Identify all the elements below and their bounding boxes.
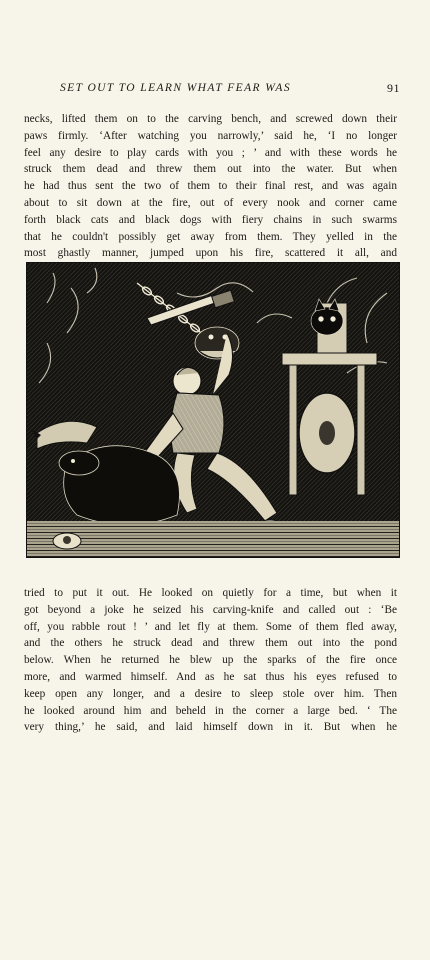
- text-line: he had thus sent the two of them to their final rest, and was again: [24, 180, 397, 193]
- text-line: more, and warmed himself. And as he sat thus his eyes refused to: [24, 670, 397, 683]
- text-line: keep open any longer, and a desire to sleep stole over him. Then: [24, 687, 397, 700]
- text-line: paws firmly. ‘After watching you narrowly,’ said he, ‘I no longer: [24, 129, 397, 142]
- text-line: below. When he returned he blew up the sparks of the fire once: [24, 654, 397, 667]
- running-head: [60, 82, 400, 98]
- text-line: got beyond a joke he seized his carving-knife and called out : ‘Be: [24, 603, 397, 616]
- text-line: struck them dead and threw them out into the water. But when: [24, 163, 397, 176]
- page-number: 91: [387, 81, 400, 95]
- text-line: feel any desire to play cards with you ; ’ and with these words he: [24, 146, 397, 159]
- text-line: that he couldn't possibly get away from them. They yelled in the: [24, 230, 397, 243]
- chapter-title: SET OUT TO LEARN WHAT FEAR WAS: [60, 82, 291, 94]
- text-line: necks, lifted them on to the carving bench, and screwed down their: [24, 113, 397, 125]
- text-line: off, you rabble rout ! ’ and let fly at them. Some of them fled away,: [24, 620, 397, 633]
- text-line: about to sit down at the fire, out of every nook and corner came: [24, 196, 397, 209]
- text-line: forth black cats and black dogs with fiery chains in such swarms: [24, 213, 397, 226]
- text-line: he looked around him and beheld in the corner a large bed. ‘ The: [24, 704, 397, 717]
- engraving-illustration: [26, 262, 400, 558]
- paragraph-bottom: [24, 585, 397, 736]
- text-line: and the others he struck dead and threw them out into the pond: [24, 637, 397, 650]
- text-line: tried to put it out. He looked on quietly for a time, but when it: [24, 587, 397, 599]
- illustration-drawing: [27, 263, 399, 557]
- text-line: very thing,’ he said, and laid himself down in it. But when he: [24, 721, 397, 734]
- paragraph-top: [24, 111, 397, 262]
- text-line: most ghastly manner, jumped upon his fire, scattered it all, and: [24, 247, 397, 260]
